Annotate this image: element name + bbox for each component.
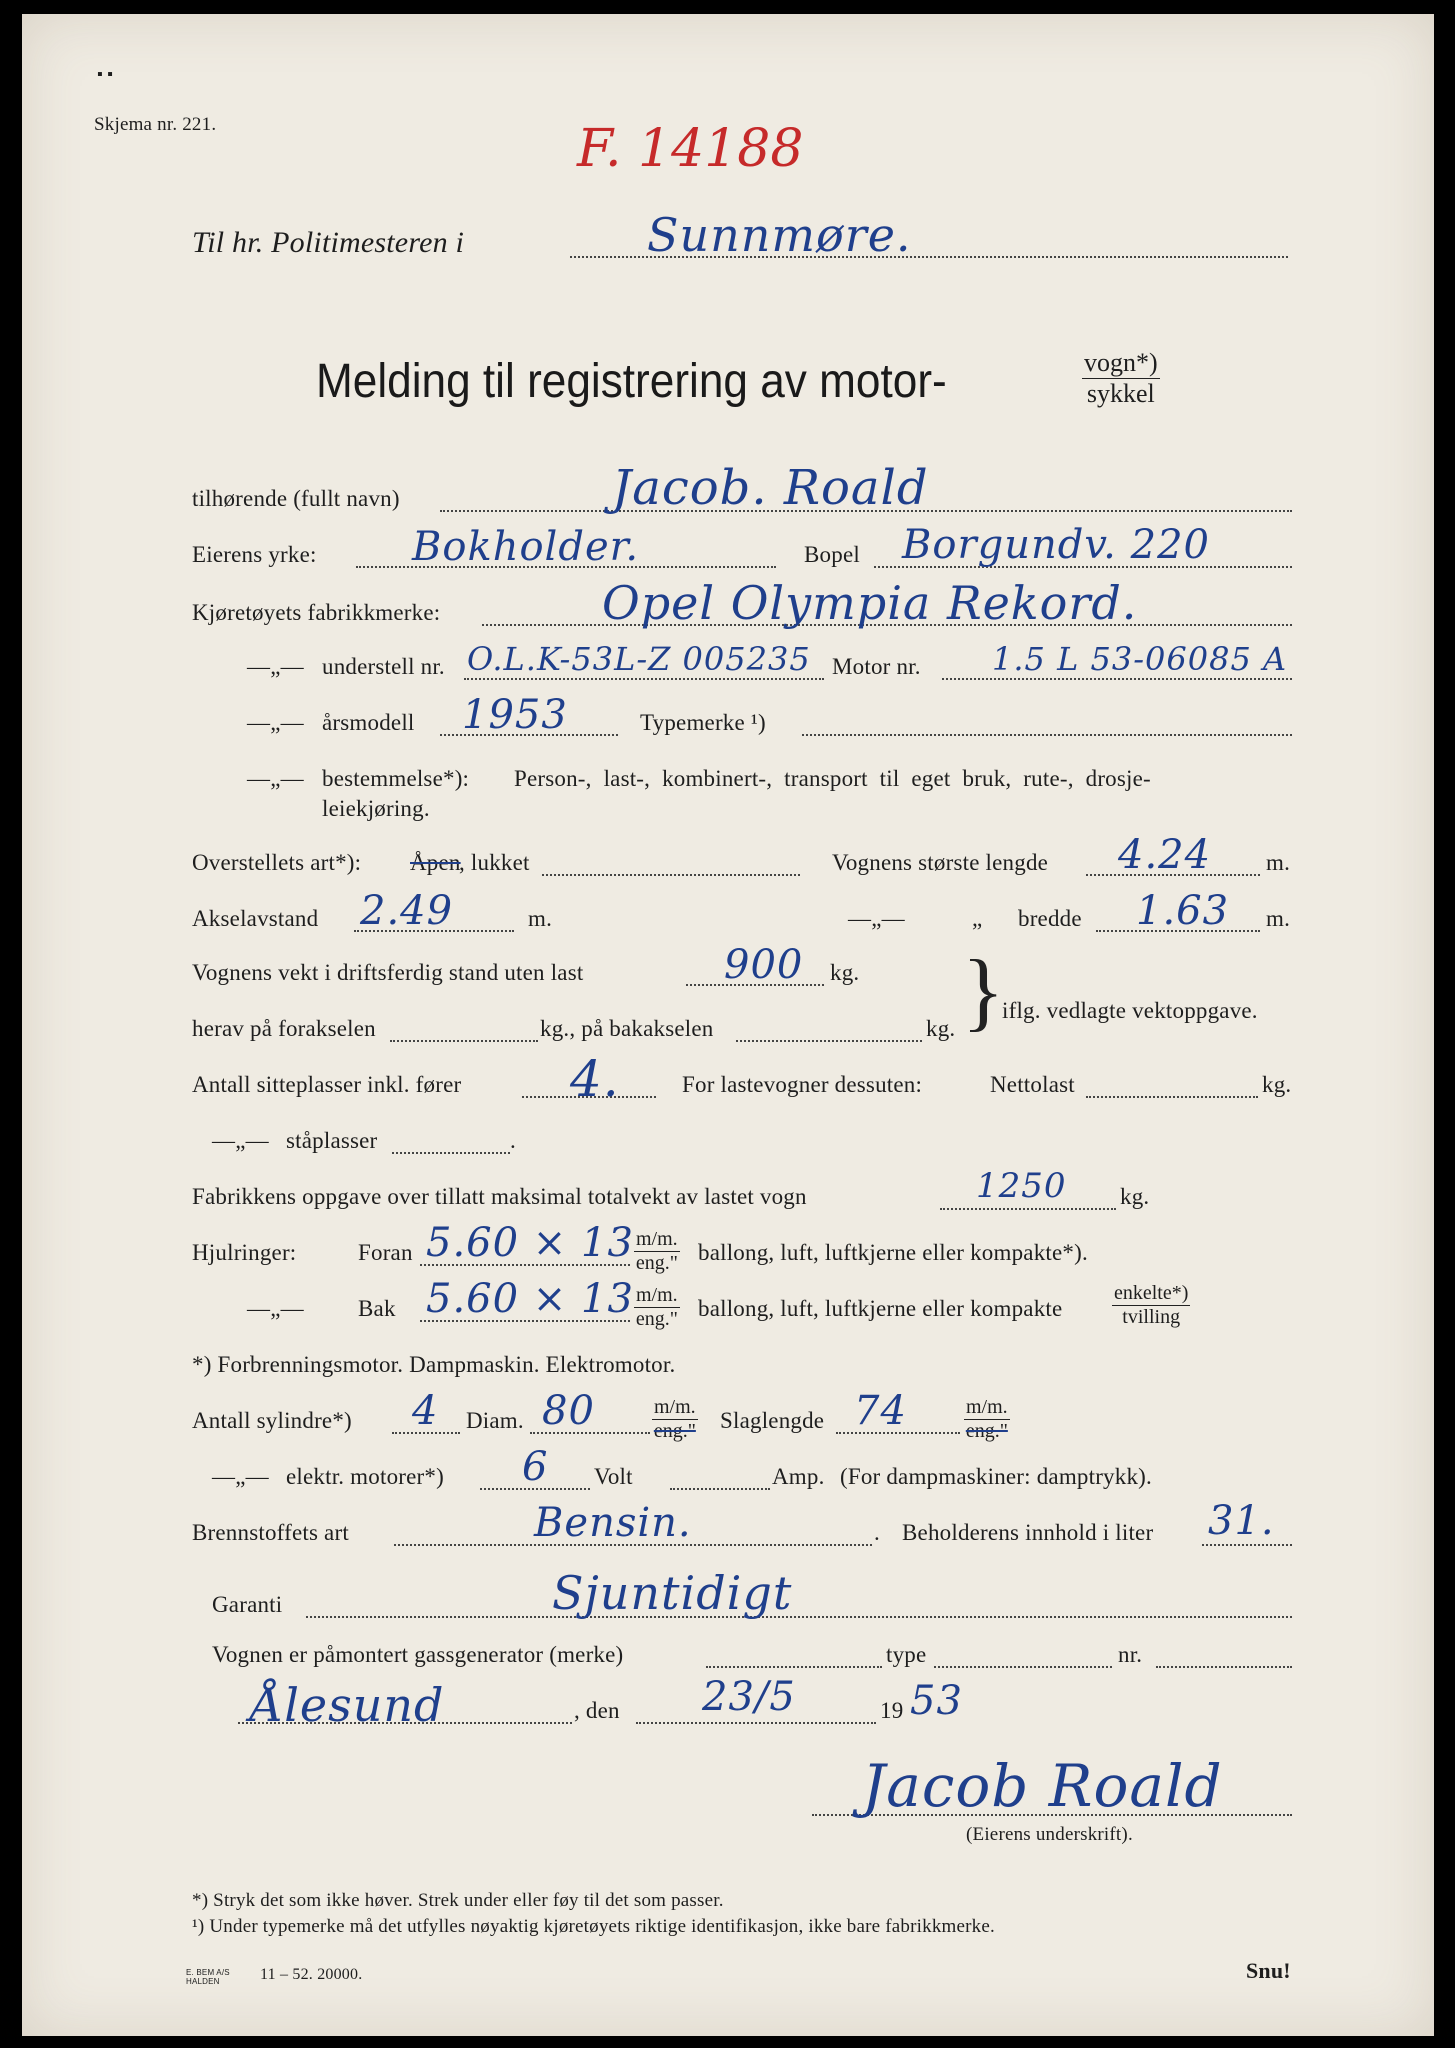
gas-no-label: nr.	[1118, 1642, 1143, 1667]
signature-label: (Eierens underskrift).	[966, 1824, 1133, 1845]
diam-unit	[652, 1396, 698, 1443]
warranty-value: Sjuntidigt	[552, 1566, 793, 1620]
rear-tire-label: Bak	[358, 1296, 396, 1321]
rear-axle-label: kg., på bakakselen	[540, 1016, 714, 1041]
standing-line	[392, 1152, 510, 1154]
diam-mm: m/m.	[654, 1396, 696, 1418]
engine-types: *) Forbrenningsmotor. Dampmaskin. Elektromotor.	[192, 1352, 676, 1377]
front-tire-mm: m/m.	[636, 1228, 678, 1250]
reference-number: F. 14188	[577, 119, 804, 179]
owner-value: Jacob. Roald	[612, 460, 929, 516]
seats-label: Antall sitteplasser inkl. fører	[192, 1072, 462, 1097]
motor-value: 1.5 L 53-06085 A	[992, 640, 1288, 678]
steam-label: (For dampmaskiner: damptrykk).	[840, 1464, 1152, 1489]
date-label: , den	[574, 1698, 620, 1723]
gas-type-line	[934, 1666, 1112, 1668]
chassis-label: understell nr.	[322, 654, 445, 679]
standing-label: ståplasser	[286, 1128, 378, 1153]
rear-tire-mount	[1112, 1282, 1190, 1329]
stroke-mm: m/m.	[966, 1396, 1008, 1418]
chassis-value: O.L.K-53L-Z 005235	[467, 640, 811, 678]
maxweight-label: Fabrikkens oppgave over tillatt maksimal totalvekt av lastet vogn	[192, 1184, 807, 1209]
maxweight-unit: kg.	[1120, 1184, 1150, 1209]
schema-number: Skjema nr. 221.	[94, 114, 217, 135]
weight-label: Vognens vekt i driftsferdig stand uten last	[192, 960, 584, 985]
amp-label: Amp.	[772, 1464, 825, 1489]
purpose-label: bestemmelse*):	[322, 766, 470, 791]
cylinders-label: Antall sylindre*)	[192, 1408, 352, 1433]
rear-tire-mm: m/m.	[636, 1284, 678, 1306]
warranty-line	[306, 1616, 1292, 1618]
stroke-label: Slaglengde	[720, 1408, 825, 1433]
length-label: Vognens største lengde	[832, 850, 1049, 875]
volt-value: 6	[522, 1444, 549, 1490]
year-label: årsmodell	[322, 710, 415, 735]
form-paper	[22, 14, 1434, 2036]
body-label: Overstellets art*):	[192, 850, 362, 875]
seats-value: 4.	[570, 1050, 620, 1108]
ditto-7: —„—	[212, 1464, 269, 1489]
front-tire-value: 5.60 × 13	[426, 1220, 634, 1266]
warranty-label: Garanti	[212, 1592, 283, 1617]
truck-label: For lastevogner dessuten:	[682, 1072, 923, 1097]
diam-value: 80	[542, 1388, 595, 1434]
front-tire-eng: eng."	[635, 1252, 678, 1274]
ditto-3: —„—	[247, 766, 304, 791]
weight-value: 900	[724, 942, 804, 988]
faint-stamp	[822, 1674, 830, 1697]
date-line	[636, 1722, 876, 1724]
rear-tire-value: 5.60 × 13	[426, 1276, 634, 1322]
width-value: 1.63	[1136, 888, 1230, 934]
gas-type-label: type	[886, 1642, 927, 1667]
tank-value: 31.	[1208, 1498, 1275, 1544]
footnote-1: *) Stryk det som ikke høver. Strek under eller føy til det som passer.	[192, 1890, 724, 1911]
fuel-value: Bensin.	[534, 1500, 692, 1546]
standing-period: .	[510, 1128, 516, 1153]
net-load-label: Nettolast	[990, 1072, 1075, 1097]
recipient-label: Til hr. Politimesteren i	[192, 226, 465, 259]
type-line	[802, 734, 1292, 736]
net-load-line	[1086, 1096, 1258, 1098]
title-sykkel: sykkel	[1086, 378, 1155, 408]
front-axle-line	[390, 1040, 538, 1042]
rear-tire-eng: eng."	[635, 1308, 678, 1330]
form-title: Melding til registrering av motor-	[316, 355, 947, 408]
rear-tire-types: ballong, luft, luftkjerne eller kompakte	[698, 1296, 1063, 1321]
year-value: 1953	[462, 692, 568, 738]
printer-mark: E. BEM A/S HALDEN	[186, 1968, 230, 1986]
ditto-6: —„—	[247, 1296, 304, 1321]
volt-label: Volt	[594, 1464, 633, 1489]
gas-label: Vognen er påmontert gassgenerator (merke)	[212, 1642, 624, 1667]
purpose-options-2: leiekjøring.	[322, 796, 430, 821]
stroke-value: 74	[854, 1388, 907, 1434]
diam-label: Diam.	[466, 1408, 524, 1433]
tires-label: Hjulringer:	[192, 1240, 297, 1265]
title-fraction	[1082, 348, 1160, 409]
ditto-5: —„—	[212, 1128, 269, 1153]
purpose-options: Person-, last-, kombinert-, transport til eget bruk, rute-, drosje-	[514, 766, 1151, 791]
body-line	[542, 874, 800, 876]
body-open: Åpen	[410, 850, 461, 875]
width-unit: m.	[1266, 906, 1291, 931]
tank-label: Beholderens innhold i liter	[902, 1520, 1154, 1545]
ditto-quote: „	[972, 906, 983, 931]
top-mark: ▪ ▪	[97, 66, 113, 83]
net-load-unit: kg.	[1262, 1072, 1292, 1097]
weight-brace: }	[962, 943, 1005, 1040]
make-label: Kjøretøyets fabrikkmerke:	[192, 600, 441, 625]
fuel-period: .	[874, 1520, 880, 1545]
rear-tire-unit	[634, 1284, 680, 1331]
ditto-1: —„—	[247, 654, 304, 679]
maxweight-line	[940, 1208, 1116, 1210]
rear-axle-unit: kg.	[926, 1016, 956, 1041]
gas-no-line	[1156, 1666, 1292, 1668]
stroke-eng: eng."	[965, 1420, 1008, 1442]
print-code: 11 – 52. 20000.	[260, 1966, 363, 1983]
date-value: 23/5	[702, 1674, 796, 1720]
place-value: Ålesund	[250, 1678, 445, 1732]
residence-value: Borgundv. 220	[902, 522, 1210, 568]
occupation-value: Bokholder.	[412, 524, 640, 570]
maxweight-value: 1250	[976, 1166, 1067, 1206]
fuel-label: Brennstoffets art	[192, 1520, 349, 1545]
title-vogn: vogn*)	[1084, 348, 1158, 377]
front-tire-label: Foran	[358, 1240, 413, 1265]
stroke-unit	[964, 1396, 1010, 1443]
front-tire-types: ballong, luft, luftkjerne eller kompakte*).	[698, 1240, 1088, 1265]
wheelbase-unit: m.	[528, 906, 553, 931]
make-value: Opel Olympia Rekord.	[602, 576, 1138, 630]
gas-make-line	[706, 1666, 882, 1668]
motor-line	[942, 678, 1292, 680]
recipient-value: Sunnmøre.	[647, 208, 912, 262]
type-label: Typemerke ¹)	[640, 710, 766, 735]
length-value: 4.24	[1118, 832, 1212, 878]
cylinders-value: 4	[412, 1388, 439, 1434]
weight-note: iflg. vedlagte vektoppgave.	[1002, 998, 1258, 1023]
weight-unit: kg.	[830, 960, 860, 985]
rear-tire-twin: tvilling	[1122, 1306, 1181, 1328]
rear-axle-line	[736, 1040, 922, 1042]
owner-label: tilhørende (fullt navn)	[192, 486, 400, 511]
diam-eng: eng."	[653, 1420, 696, 1442]
turn-over: Snu!	[1246, 1958, 1291, 1983]
tank-line	[1202, 1544, 1292, 1546]
signature-value: Jacob Roald	[862, 1752, 1223, 1820]
front-tire-unit	[634, 1228, 680, 1275]
residence-label: Bopel	[804, 542, 860, 567]
motor-label: Motor nr.	[832, 654, 921, 679]
length-unit: m.	[1266, 850, 1291, 875]
date-year-suffix: 53	[910, 1678, 963, 1724]
ditto-2: —„—	[247, 710, 304, 735]
wheelbase-label: Akselavstand	[192, 906, 319, 931]
electric-label: elektr. motorer*)	[286, 1464, 444, 1489]
occupation-label: Eierens yrke:	[192, 542, 317, 567]
wheelbase-value: 2.49	[360, 888, 454, 934]
amp-line	[670, 1488, 770, 1490]
date-year-prefix: 19	[880, 1698, 904, 1723]
width-label: bredde	[1018, 906, 1082, 931]
footnote-2: ¹) Under typemerke må det utfylles nøyaktig kjøretøyets riktige identifikasjon, ikke bare fabrikkmerke.	[192, 1916, 995, 1937]
rear-tire-single: enkelte*)	[1114, 1282, 1189, 1304]
body-closed: , lukket	[459, 850, 530, 875]
front-axle-label: herav på forakselen	[192, 1016, 376, 1041]
ditto-4: —„—	[848, 906, 905, 931]
chassis-line	[464, 678, 824, 680]
